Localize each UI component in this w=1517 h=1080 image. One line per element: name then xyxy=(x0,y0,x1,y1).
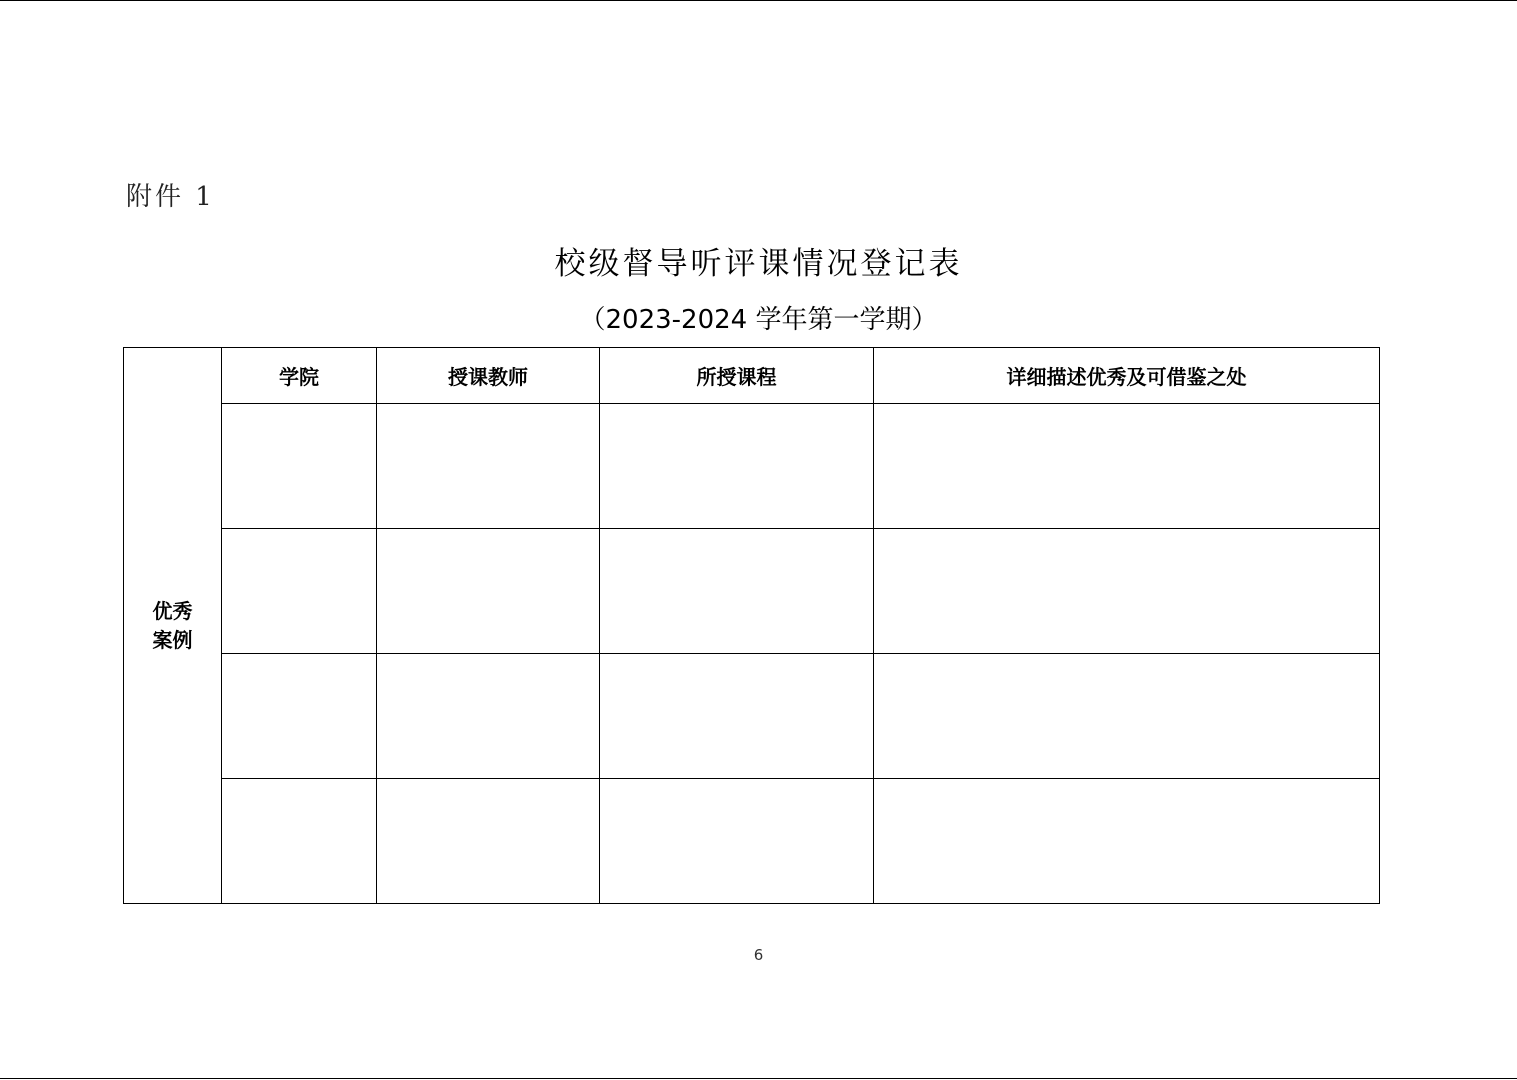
table-row xyxy=(124,654,1380,779)
column-header-course: 所授课程 xyxy=(600,348,874,404)
teacher-cell[interactable] xyxy=(377,404,600,529)
document-title: 校级督导听评课情况登记表 xyxy=(554,246,963,282)
course-cell[interactable] xyxy=(600,404,874,529)
column-header-teacher: 授课教师 xyxy=(377,348,600,404)
college-cell[interactable] xyxy=(222,779,377,904)
attachment-label: 附件 1 xyxy=(126,182,215,212)
description-cell[interactable] xyxy=(874,404,1380,529)
category-label-line2: 案例 xyxy=(152,627,193,652)
page-bottom-border xyxy=(0,1078,1517,1079)
college-cell[interactable] xyxy=(222,529,377,654)
category-label-line1: 优秀 xyxy=(152,598,193,623)
description-cell[interactable] xyxy=(874,779,1380,904)
header-row xyxy=(124,348,1380,404)
college-cell[interactable] xyxy=(222,654,377,779)
page-top-border xyxy=(0,0,1517,1)
page-number: 6 xyxy=(753,946,764,964)
registration-table xyxy=(123,347,1380,904)
college-cell[interactable] xyxy=(222,404,377,529)
column-header-college: 学院 xyxy=(222,348,377,404)
course-cell[interactable] xyxy=(600,529,874,654)
column-header-description: 详细描述优秀及可借鉴之处 xyxy=(874,348,1380,404)
teacher-cell[interactable] xyxy=(377,654,600,779)
teacher-cell[interactable] xyxy=(377,779,600,904)
description-cell[interactable] xyxy=(874,654,1380,779)
course-cell[interactable] xyxy=(600,654,874,779)
table-row xyxy=(124,529,1380,654)
teacher-cell[interactable] xyxy=(377,529,600,654)
table-row xyxy=(124,779,1380,904)
category-cell-excellent-cases xyxy=(124,348,222,904)
description-cell[interactable] xyxy=(874,529,1380,654)
table-row xyxy=(124,404,1380,529)
document-subtitle: （2023-2024 学年第一学期） xyxy=(579,305,938,335)
course-cell[interactable] xyxy=(600,779,874,904)
